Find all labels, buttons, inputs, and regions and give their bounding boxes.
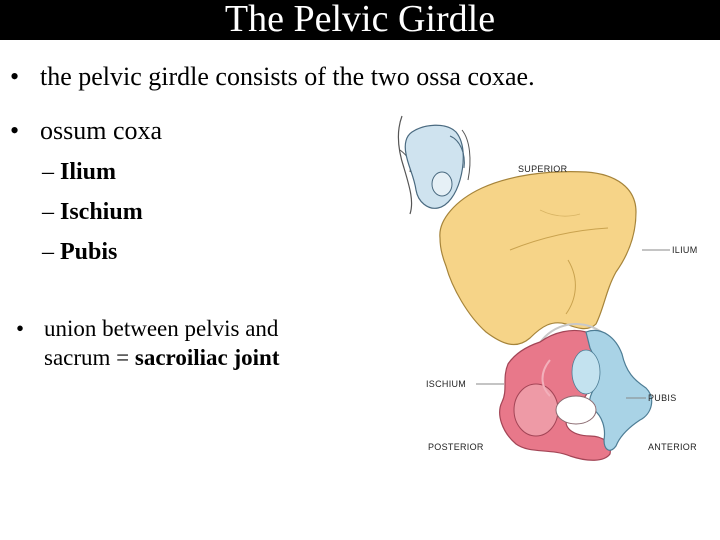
os-coxae-diagram [390, 110, 720, 470]
pelvis-inset [398, 116, 470, 214]
sub-item-label: Pubis [60, 239, 118, 265]
bullet-marker: • [10, 62, 20, 91]
bullet-ossum-coxa [10, 116, 162, 146]
label-posterior: POSTERIOR [428, 442, 484, 452]
bullet-pelvic-girdle [10, 62, 535, 92]
union-line-2-prefix: sacrum = [44, 345, 135, 370]
label-ischium: ISCHIUM [426, 379, 467, 389]
slide-title: The Pelvic Girdle [224, 0, 496, 40]
sub-dash: – [42, 159, 54, 185]
os-coxae-illustration [390, 110, 720, 470]
sub-item-pubis [42, 238, 117, 266]
obturator-foramen [556, 396, 596, 424]
union-line-2 [44, 343, 279, 372]
sub-item-label: Ischium [60, 199, 143, 225]
sub-item-label: Ilium [60, 159, 117, 185]
sacroiliac-joint-term: sacroiliac joint [134, 345, 280, 370]
bullet-text: ossum coxa [40, 116, 163, 145]
bullet-text: the pelvic girdle consists of the two ossa coxae. [40, 62, 535, 91]
ilium-region [440, 172, 636, 345]
label-anterior: ANTERIOR [648, 442, 697, 452]
pubis-region [586, 330, 652, 450]
title-bar [0, 0, 720, 40]
label-superior: SUPERIOR [518, 164, 568, 174]
bullet-marker: • [10, 116, 20, 145]
sub-item-ilium [42, 158, 116, 186]
sacrum-inset-shape [405, 125, 463, 208]
union-line-1: union between pelvis and [44, 316, 279, 341]
sub-dash: – [42, 199, 54, 225]
sub-dash: – [42, 239, 54, 265]
label-pubis: PUBIS [648, 393, 677, 403]
label-ilium: ILIUM [672, 245, 698, 255]
sub-item-ischium [42, 198, 143, 226]
bullet-marker: • [16, 316, 25, 341]
